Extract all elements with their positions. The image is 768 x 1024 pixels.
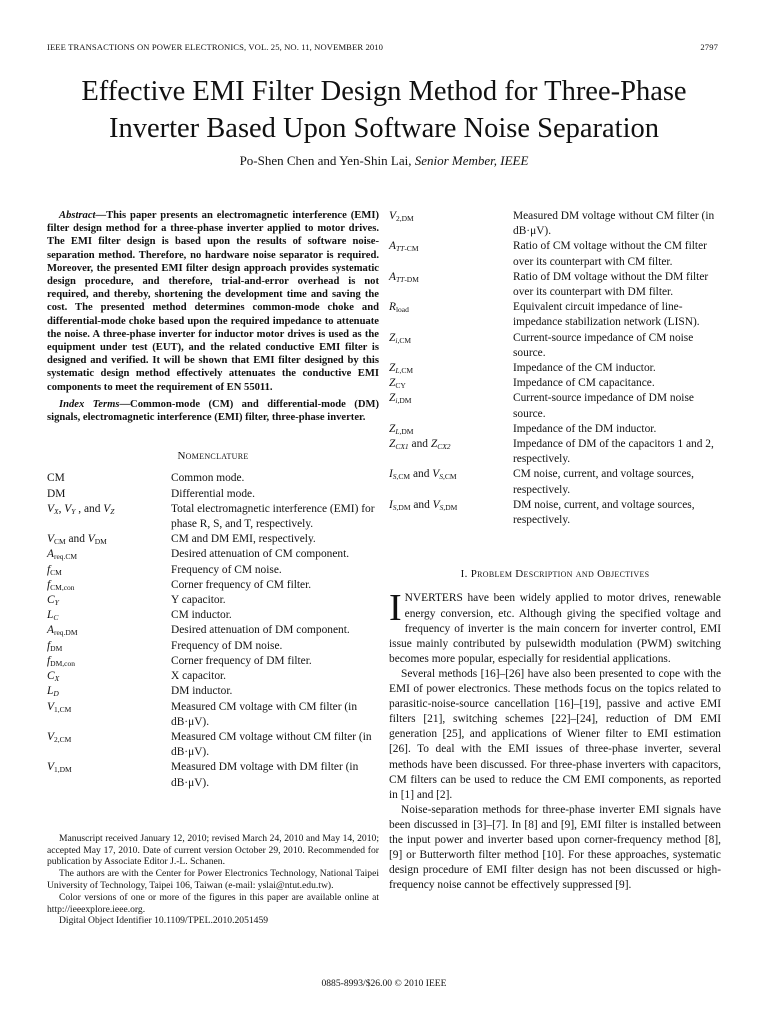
nomenclature-row (47, 563, 379, 578)
nomenclature-row (47, 639, 379, 654)
nom-definition: Impedance of DM of the capacitors 1 and 2, respectively. (513, 438, 714, 466)
section-heading: I. Problem Description and Objectives (460, 568, 650, 581)
nomenclature-row (47, 623, 379, 638)
nom-definition: Measured CM voltage without CM filter (in dB·μV). (171, 730, 372, 759)
nomenclature-row (389, 422, 721, 437)
nom-symbol: $f_{CM}$ (47, 563, 62, 577)
nom-definition: Y capacitor. (171, 594, 226, 607)
lead-word: NVERTERS (404, 592, 463, 605)
nomenclature-row (389, 270, 721, 300)
title-line-1: Effective EMI Filter Design Method for Three-Phase (81, 76, 687, 107)
nom-definition: Equivalent circuit impedance of line-impedance stabilization network (LISN). (513, 301, 700, 329)
nom-definition: Common mode. (171, 472, 245, 485)
footnote-color: Color versions of one or more of the figures in this paper are available online at http://ieeexplore.ieee.org. (47, 891, 379, 915)
nom-definition: Ratio of DM voltage without the DM filter over its counterpart with DM filter. (513, 270, 709, 299)
nom-symbol: $A_{TT-DM}$ (389, 270, 419, 284)
nom-definition: Corner frequency of DM filter. (171, 654, 312, 667)
nomenclature-row (47, 547, 379, 562)
nom-symbol: $V_{CM}$ and $V_{DM}$ (47, 533, 107, 547)
nom-definition: Measured DM voltage without CM filter (in dB·μV). (513, 210, 715, 238)
nom-definition: Current-source impedance of DM noise source. (513, 392, 694, 420)
nom-symbol: $A_{TT-CM}$ (389, 240, 419, 254)
nom-symbol: $Z_{i,DM}$ (389, 392, 412, 406)
nom-symbol: $Z_{CY}$ (389, 377, 406, 391)
nom-definition: Desired attenuation of CM component. (171, 548, 350, 561)
nom-symbol: $Z_{L,CM}$ (389, 362, 414, 376)
nomenclature-row (47, 669, 379, 684)
footnote-doi: Digital Object Identifier 10.1109/TPEL.2010.2051459 (59, 915, 269, 927)
author-names: Po-Shen Chen and Yen-Shin Lai, (239, 153, 412, 168)
nom-definition: Impedance of the DM inductor. (513, 422, 657, 435)
nom-symbol: $f_{DM}$ (47, 639, 63, 653)
nom-symbol: $I_{S,CM}$ and $V_{S,CM}$ (389, 468, 457, 482)
nom-definition: Impedance of the CM inductor. (513, 362, 656, 375)
nom-definition: DM inductor. (171, 685, 233, 698)
dropcap: I (389, 587, 402, 630)
nomenclature-row (47, 593, 379, 608)
nom-definition: X capacitor. (171, 670, 227, 683)
nom-symbol: $R_{load}$ (389, 301, 409, 315)
nomenclature-row (47, 730, 379, 760)
running-header: IEEE TRANSACTIONS ON POWER ELECTRONICS, VOL. 25, NO. 11, NOVEMBER 2010 (47, 42, 384, 52)
nom-definition: Measured CM voltage with CM filter (in dB·μV). (171, 700, 358, 728)
nomenclature-row (389, 467, 721, 497)
nomenclature-heading: Nomenclature (177, 450, 249, 463)
nom-definition: Current-source impedance of CM noise source. (513, 331, 694, 359)
nom-symbol: $A_{req.DM}$ (47, 624, 78, 638)
nomenclature-row (389, 209, 721, 239)
nom-symbol: $V_{1,CM}$ (47, 700, 72, 714)
nom-definition: Frequency of DM noise. (171, 639, 283, 652)
nom-symbol: $V_{2,DM}$ (389, 210, 414, 223)
footnote-received: Manuscript received January 12, 2010; revised March 24, 2010 and May 14, 2010; accepted May 17, 2010. Date of current version October 29, 2010. Recommended for publication by Associate Editor J.-L. Schanen. (47, 832, 379, 868)
nom-definition: Differential mode. (171, 487, 255, 500)
title-line-2: Inverter Based Upon Software Noise Separation (108, 113, 660, 144)
nomenclature-row (389, 391, 721, 421)
abstract-label: Abstract (59, 210, 96, 221)
nom-symbol: $V_{1,DM}$ (47, 761, 72, 775)
nom-definition: Total electromagnetic interference (EMI) for phase R, S, and T, respectively. (171, 502, 375, 531)
nomenclature-row (47, 608, 379, 623)
paragraph: Several methods [16]–[26] have also been presented to cope with the EMI of power electronics. These methods focus on the topics related to parasitic-noise-source cancellation [16]–[19], passive and active EMI filters [21], switching schemes [22]–[24], reduction of DM EMI generation [25], and applications of Wiener filter to EMI estimation [26]. To deal with the EMI issues of three-phase inverter, several methods have been discussed. For three-phase inverters with capacitors, CM filters can be used to reduce the CM EMI components, as reported in [1] and [2]. (389, 667, 721, 801)
nom-symbol: $Z_{L,DM}$ (389, 422, 414, 436)
nom-symbol: $Z_{i,CM}$ (389, 331, 411, 345)
nom-definition: Measured DM voltage with DM filter (in dB·μV). (171, 761, 359, 789)
nom-definition: CM inductor. (171, 609, 232, 622)
nomenclature-row (389, 361, 721, 376)
nomenclature-row (389, 300, 721, 330)
nomenclature-row (389, 498, 721, 528)
left-column (47, 209, 379, 927)
page-number: 2797 (700, 42, 718, 52)
nom-symbol: $V_X$, $V_Y$ , and $V_Z$ (47, 502, 115, 516)
nomenclature-row (389, 437, 721, 467)
index-terms-label: Index Terms (59, 398, 120, 410)
nom-definition: Desired attenuation of DM component. (171, 624, 350, 637)
nomenclature-row (47, 471, 379, 486)
author-affiliation: Senior Member, IEEE (414, 153, 529, 168)
nomenclature-row (389, 376, 721, 391)
nom-symbol: CM (47, 472, 65, 485)
nomenclature-row (47, 532, 379, 547)
copyright-line: 0885-8993/$26.00 © 2010 IEEE (321, 978, 447, 989)
nom-definition: Frequency of CM noise. (171, 563, 282, 576)
nomenclature-row (47, 654, 379, 669)
section-body (389, 587, 721, 893)
nom-definition: Impedance of CM capacitance. (513, 377, 655, 390)
paragraph: Noise-separation methods for three-phase inverter EMI signals have been discussed in [3]–[7]. In [8] and [9], EMI filter is installed between the input power and inverter based upon corner-frequency method [8], [9] or Butterworth filter method [10]. For these approaches, systematic design procedure of EMI filter design has not been discussed or high-frequency noise cannot be effectively suppressed [9]. (389, 803, 721, 892)
abstract (47, 209, 379, 394)
right-column (389, 209, 721, 893)
nom-symbol: $A_{req.CM}$ (47, 548, 78, 562)
nom-definition: CM and DM EMI, respectively. (171, 533, 316, 546)
nom-symbol: $I_{S,DM}$ and $V_{S,DM}$ (389, 498, 458, 512)
nomenclature-row (47, 684, 379, 699)
nomenclature-row (47, 760, 379, 790)
nomenclature-list-right (389, 209, 721, 528)
nom-symbol: $f_{CM,con}$ (47, 578, 75, 592)
nom-symbol: $Z_{CX1}$ and $Z_{CX2}$ (389, 438, 451, 452)
index-terms-text: —Common-mode (CM) and differential-mode (DM) signals, electromagnetic interference (EMI) filter, three-phase inverter. (47, 398, 379, 424)
nom-symbol: $C_X$ (47, 670, 60, 684)
nomenclature-row (47, 578, 379, 593)
nom-symbol: $C_Y$ (47, 594, 59, 608)
index-terms (47, 398, 379, 424)
nomenclature-row (47, 700, 379, 730)
paper-title (0, 73, 768, 147)
abstract-text: —This paper presents an electromagnetic interference (EMI) filter design method for a three-phase inverter applied to motor drives. The EMI filter design is based upon the results of software noise-separation method. Therefore, no hardware noise separator is required. Moreover, the presented EMI filter design approach provides systematic design procedure, and therefore, trial-and-error overhead is not required, and thereby, shortening the development time and saving the cost. The presented method determines common-mode choke and differential-mode choke based upon the required impedance to attenuate the noise. A three-phase inverter for inductor motor drives is used as the equipment under test (EUT), and the related conductive EMI filter is designed and verified. It will be shown that EMI filter designed by this systematic design method effectively attenuates the conductive EMI components to meet the requirement of EN 55011. (47, 210, 379, 393)
nom-definition: Corner frequency of CM filter. (171, 578, 312, 591)
nomenclature-row (389, 239, 721, 269)
nom-definition: Ratio of CM voltage without the CM filter over its counterpart with CM filter. (513, 240, 707, 268)
nom-symbol: $f_{DM,con}$ (47, 654, 75, 668)
nomenclature-row (389, 331, 721, 361)
nom-symbol: $V_{2,CM}$ (47, 730, 72, 744)
nom-definition: DM noise, current, and voltage sources, respectively. (513, 498, 695, 527)
nom-symbol: $L_C$ (47, 609, 59, 623)
nomenclature-row (47, 502, 379, 532)
paragraph-text: have been widely applied to motor drives, renewable energy conversion, etc. Although giving the specified voltage and frequency of inverter is the main concern for inverter control, EMI issue mainly contributed by pulsewidth modulation (PWM) switching becomes more popular, especially for residential applications. (389, 592, 721, 665)
nom-symbol: DM (47, 487, 66, 500)
nomenclature-list-left (47, 471, 379, 790)
nom-definition: CM noise, current, and voltage sources, respectively. (513, 468, 694, 496)
nomenclature-row (47, 487, 379, 502)
authors (0, 153, 768, 169)
footnote-authors: The authors are with the Center for Power Electronics Technology, National Taipei University of Technology, Taipei 106, Taiwan (e-mail: yslai@ntut.edu.tw). (47, 868, 379, 891)
footnote (47, 833, 379, 927)
paragraph (389, 587, 721, 666)
nom-symbol: $L_D$ (47, 685, 59, 699)
